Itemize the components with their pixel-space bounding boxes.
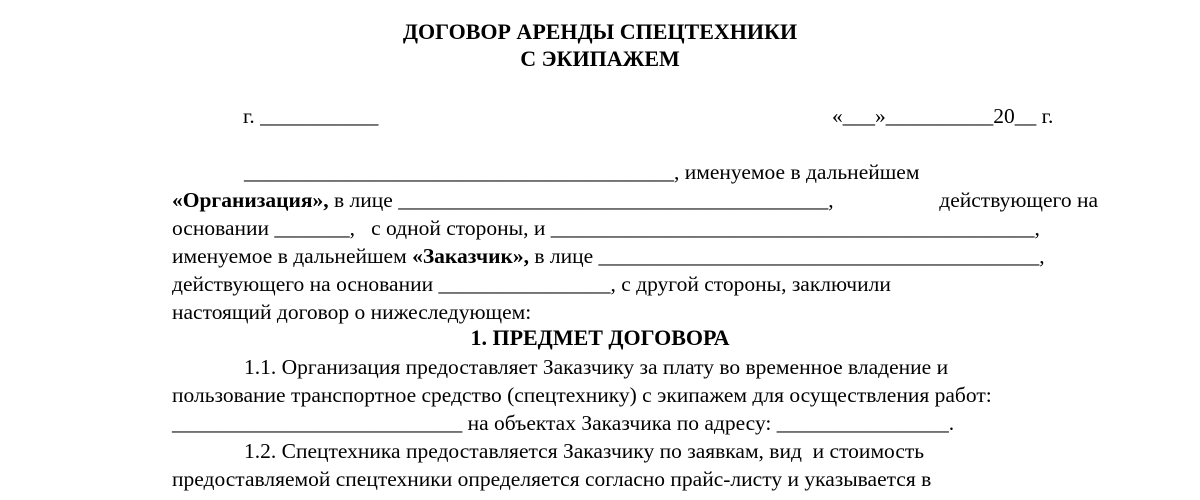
organization-term: «Организация», [172,188,329,212]
clause-1-2-line-2: предоставляемой спецтехники определяется согласно прайс-листу и указывается в [172,467,932,491]
clause-1-1-line-1: 1.1. Организация предоставляет Заказчику за плату во временное владение и [244,355,949,379]
clause-1-1-line-2: пользование транспортное средство (спецтехнику) с экипажем для осуществления работ: [172,383,992,407]
date-field: «___»__________20__ г. [832,104,1054,128]
customer-intro-text: именуемое в дальнейшем [172,244,413,268]
party-intro-line-6: настоящий договор о нижеследующем: [172,300,532,324]
organization-representative: в лице ________________________________________, [328,188,834,212]
party-intro-line-5: действующего на основании ________________, с другой стороны, заключили [172,272,891,296]
party-intro-line-4 [172,242,1045,270]
customer-term: «Заказчик», [412,244,529,268]
clause-1-1-line-3: ___________________________ на объектах Заказчика по адресу: ________________. [172,411,955,435]
party-intro-line-2-end: действующего на [939,188,1098,212]
document-title-line-2: С ЭКИПАЖЕМ [520,46,680,71]
customer-representative: в лице _________________________________________, [528,244,1045,268]
place-field: г. ___________ [243,104,379,128]
section-1-title: 1. ПРЕДМЕТ ДОГОВОРА [470,325,730,350]
party-intro-line-1: ________________________________________, именуемое в дальнейшем [244,160,920,184]
document-title-line-1: ДОГОВОР АРЕНДЫ СПЕЦТЕХНИКИ [402,19,798,44]
party-intro-line-2 [172,186,1098,214]
party-intro-line-3: основании _______, с одной стороны, и _____________________________________________, [172,216,1040,240]
party-intro-line-2-left [172,186,834,214]
clause-1-2-line-1: 1.2. Спецтехника предоставляется Заказчику по заявкам, вид и стоимость [244,439,925,463]
